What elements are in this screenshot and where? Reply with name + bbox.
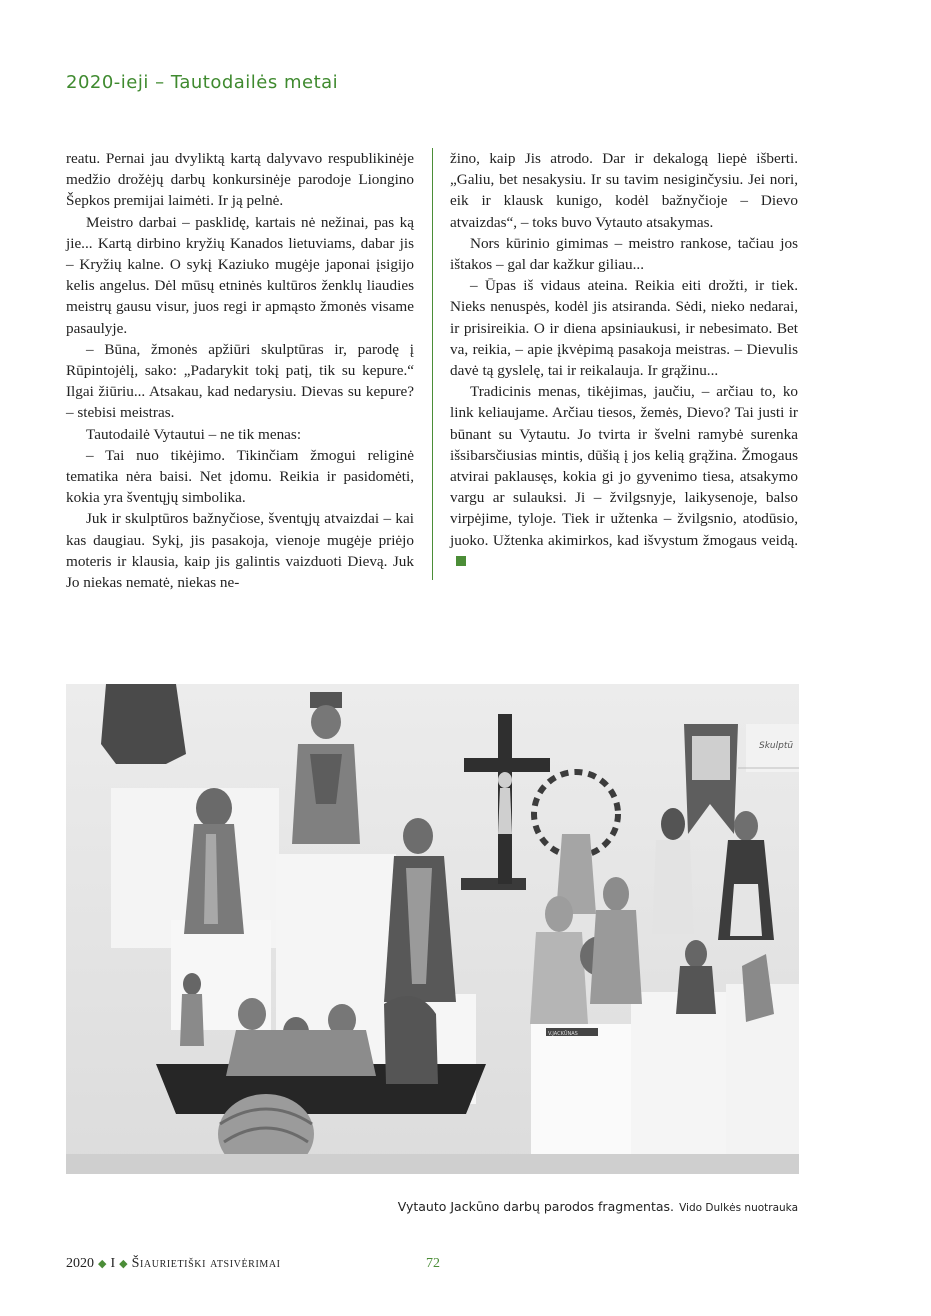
column-divider (432, 148, 433, 580)
text-column-left (66, 148, 414, 593)
exhibition-photo (66, 684, 799, 1174)
running-header: 2020-ieji – Tautodailės metai (66, 72, 339, 93)
paragraph: – Ūpas iš vidaus ateina. Reikia eiti drožti, ir tiek. Nieks nenuspės, kodėl jis atsiranda. Sėdi, nieko nedarai, ir prisireikia. O ir diena apsiniaukusi, ir nebesimato. Bet va, reikia, – apie įkvėpimą pasakoja meistras. – Dievulis davė tą gyslelę, tai ir reikalauja. Ir grąžinu... (450, 277, 798, 380)
paragraph: žino, kaip Jis atrodo. Dar ir dekalogą liepė išberti. „Galiu, bet nesakysiu. Ir su tavim nesiginčysiu. Jei nori, eik ir klausk kunigo, kodėl bažnyčioje – Dievo atvaizdas“, – toks buvo Vytauto atsakymas. (450, 150, 798, 231)
caption-text: Vytauto Jackūno darbų parodos fragmentas. (397, 1199, 675, 1214)
page-footer (66, 1256, 281, 1272)
paragraph: Meistro darbai – pasklidę, kartais nė nežinai, pas ką jie... Kartą dirbino kryžių Kanados lietuviams, dabar jis – Kryžių kalne. O sykį Kaziuko mugėje japonai įsigijo kelis angelus. Dėl mūsų etninės kultūros ženklų liaudies meistrų gausu visur, juos regi ir apmąsto žmonės visame pasaulyje. (66, 213, 414, 337)
paragraph: – Tai nuo tikėjimo. Tikinčiam žmogui religinė tematika nėra baisi. Net įdomu. Reikia ir pasidomėti, kokia yra šventųjų simbolika. (66, 446, 414, 507)
text-column-right (450, 148, 798, 572)
paragraph (450, 381, 798, 572)
footer-issue: I (110, 1256, 116, 1271)
paragraph: reatu. Pernai jau dvyliktą kartą dalyvavo respublikinėje medžio drožėjų darbų konkursinėje parodoje Liongino Šepkos premijai laimėti. Ir ją pelnė. (66, 150, 414, 210)
paragraph: Nors kūrinio gimimas – meistro rankose, tačiau jos ištakos – gal dar kažkur giliau... (450, 234, 798, 274)
pedestal-plate: V.JACKŪNAS (548, 1031, 578, 1037)
footer-year: 2020 (66, 1256, 94, 1271)
end-of-article-icon (456, 556, 466, 566)
photo-credit: Vido Dulkės nuotrauka (679, 1202, 798, 1214)
paragraph: Juk ir skulptūros bažnyčiose, šventųjų atvaizdai – kai kas daugiau. Sykį, jis pasakoja, vienoje mugėje priėjo moteris ir klausia, kaip jis galintis vaizduoti Dievą. Juk Jo niekas nematė, niekas ne- (66, 510, 414, 592)
paragraph-text: Tradicinis menas, tikėjimas, jaučiu, – arčiau to, ko link keliaujame. Arčiau tiesos, žemės, Dievo? Tai justi ir būnant su Vytautu. Jo tvirta ir švelni ramybė surenka išsibarsčiusias mintis, dūšią į jos kelią grąžina. Žmogaus atvirai paklausęs, kokia gi jo gyvenimo tiesa, atsakymo vargu ar sulauksi. Ji – žvilgsnyje, laikysenoje, balso virpėjime, tyloje. Tiek ir užtenka – žvilgsnio, atodūsio, juoko. Užtenka akimirkos, kad išvystum žmogaus veidą. (450, 383, 798, 549)
paragraph: Tautodailė Vytautui – ne tik menas: (86, 425, 302, 443)
photo-caption (398, 1196, 798, 1215)
bullet-icon: ◆ (98, 1258, 107, 1270)
bullet-icon: ◆ (119, 1258, 128, 1270)
wall-label: Skulptū (759, 741, 794, 751)
page-number: 72 (426, 1256, 440, 1271)
paragraph: – Būna, žmonės apžiūri skulptūras ir, parodę į Rūpintojėlį, sako: „Padarykit tokį patį, tik su kepure.“ Ilgai žiūriu... Atsakau, kad nedarysiu. Dievas su kepure? – stebisi meistras. (66, 340, 414, 422)
footer-publication: Šiaurietiški atsivėrimai (131, 1256, 281, 1271)
